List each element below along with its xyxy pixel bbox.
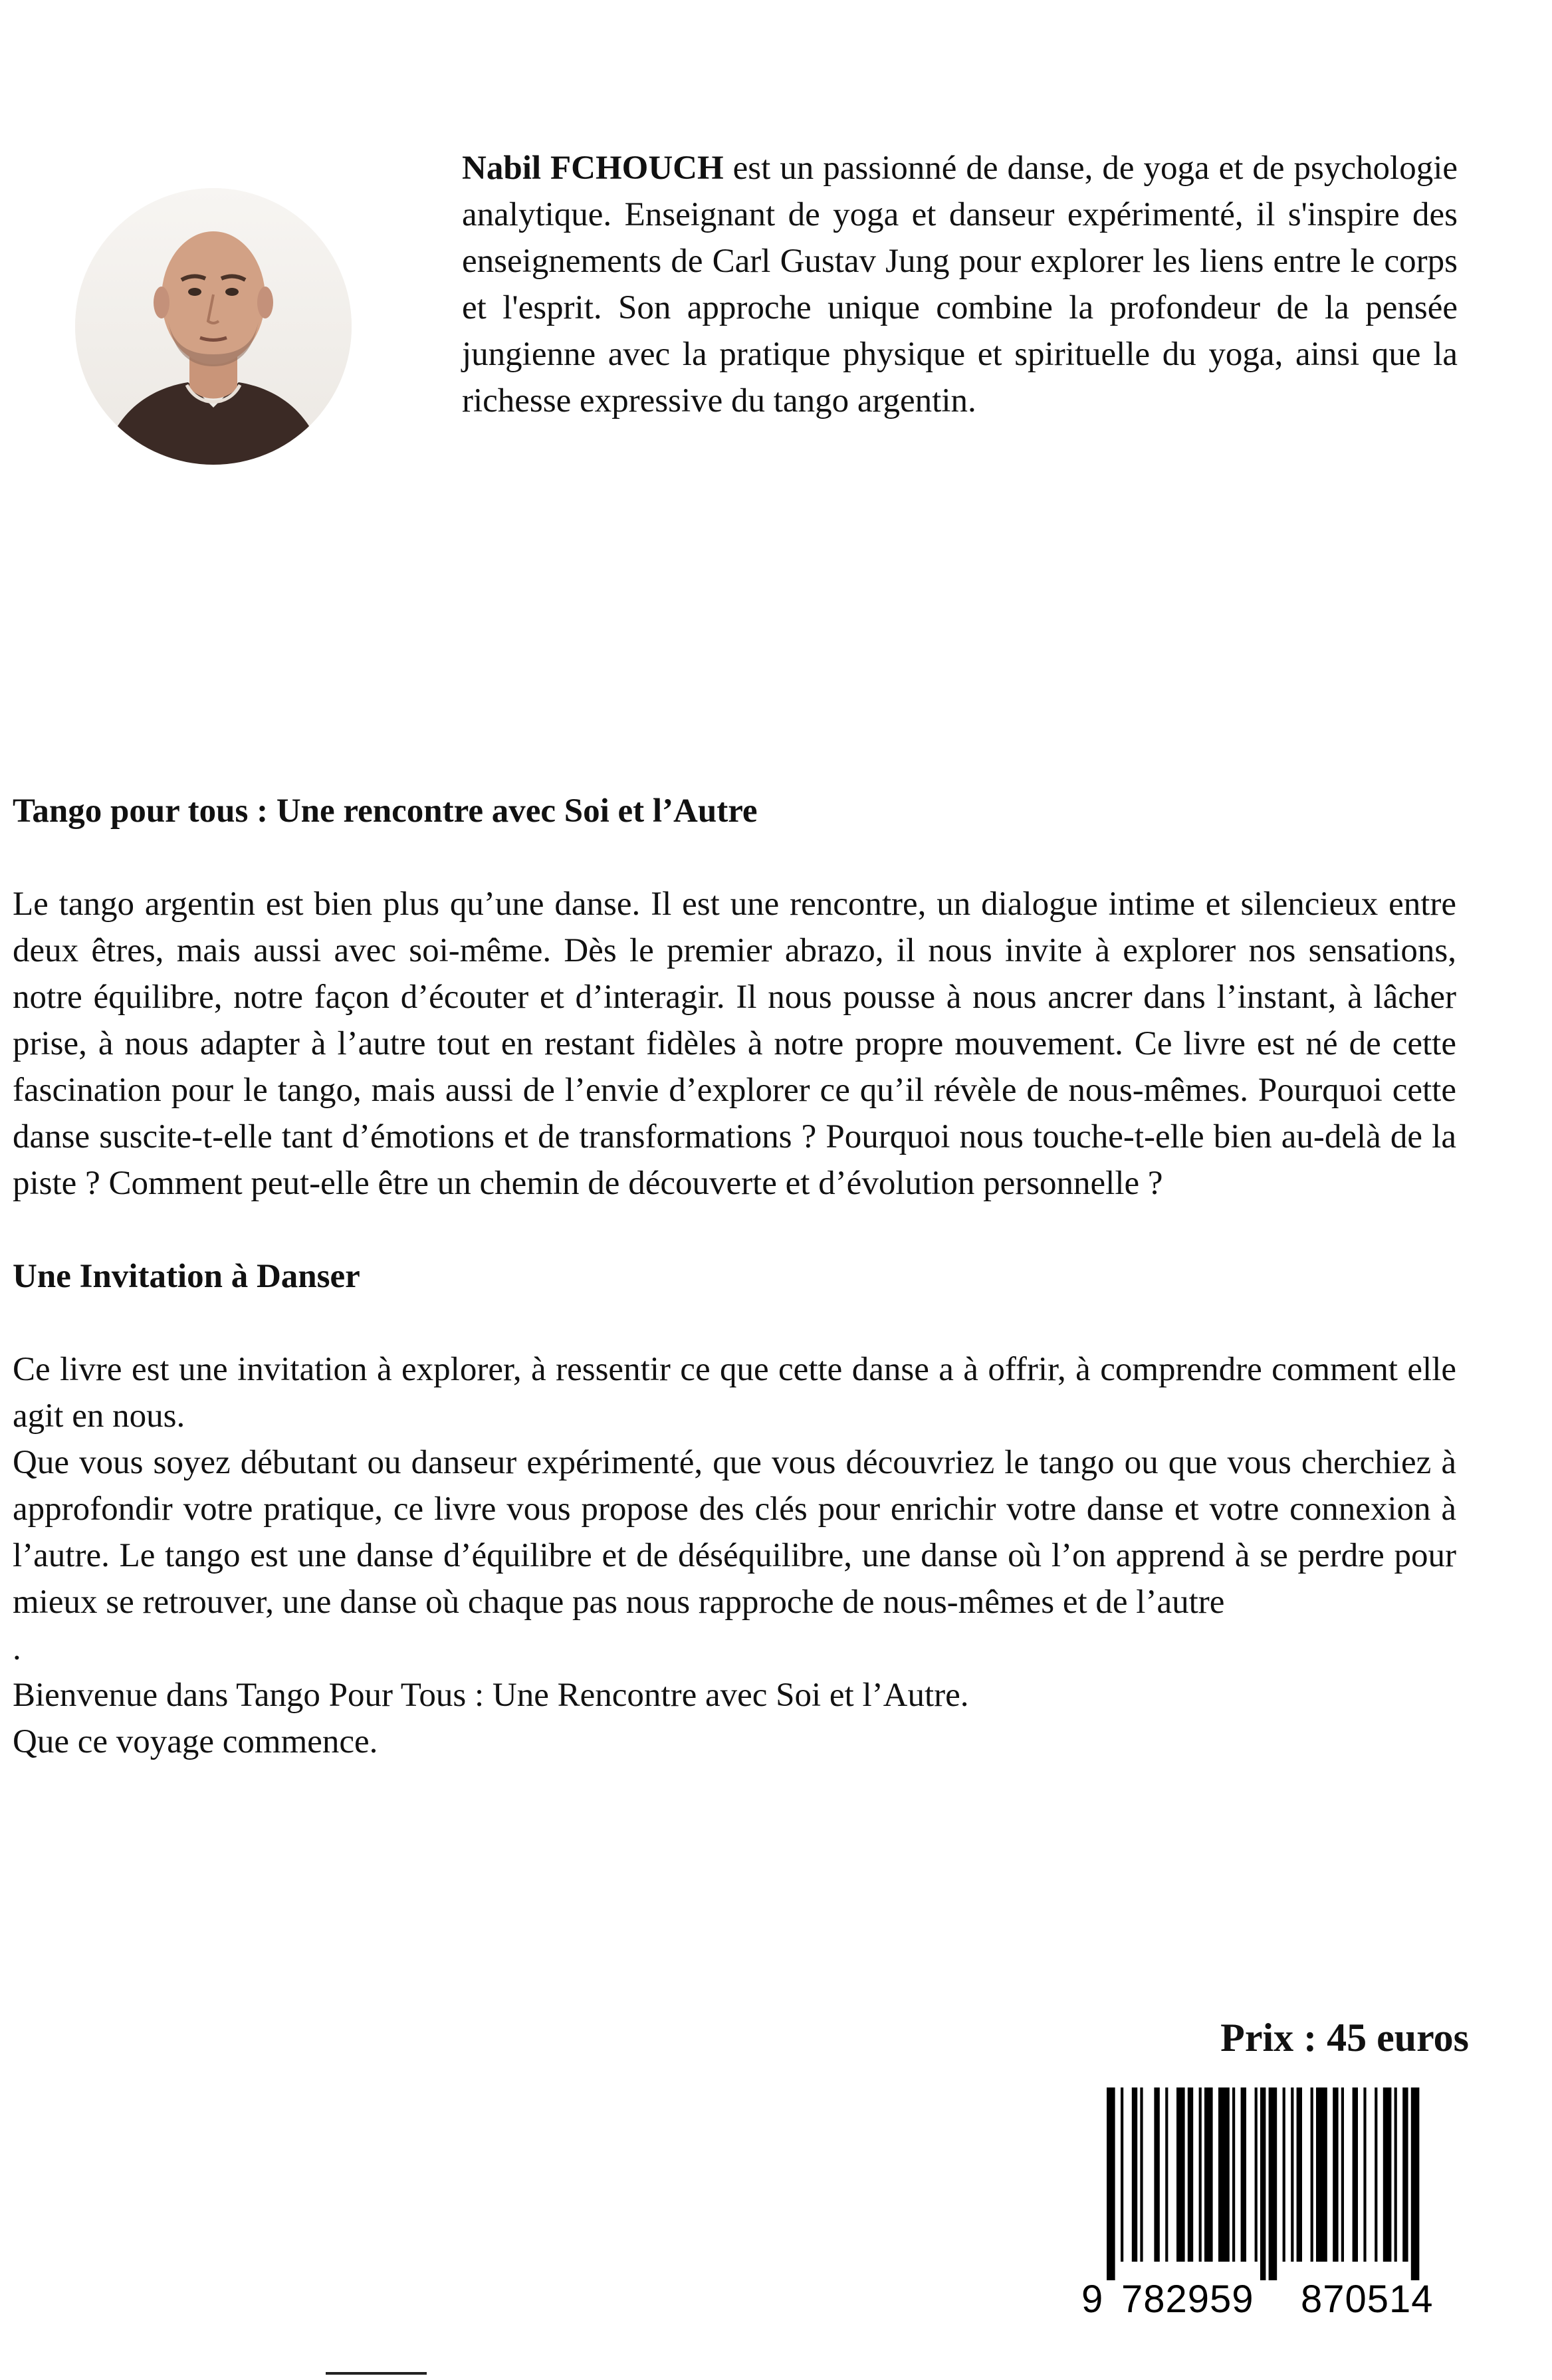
barcode-right-digits: 870514 bbox=[1301, 2278, 1434, 2321]
barcode-left-digits: 782959 bbox=[1121, 2278, 1254, 2321]
barcode-icon bbox=[1081, 2087, 1469, 2280]
section2-paragraph1: Ce livre est une invitation à explorer, à ressentir ce que cette danse a à offrir, à comprendre comment elle agit en nous. bbox=[13, 1351, 1456, 1435]
section2-paragraph2: Que vous soyez débutant ou danseur expérimenté, que vous découvriez le tango ou que vous cherchiez à approfondir votre pratique, ce livre vous propose des clés pour enrichir votre danse et votre connexion à l’autre. Le tango est une danse d’équilibre et de déséquilibre, une danse où l’on apprend à se perdre pour mieux se retrouver, une danse où chaque pas nous rapproche de nous-mêmes et de l’autre bbox=[13, 1444, 1456, 1621]
section1-heading: Tango pour tous : Une rencontre avec Soi et l’Autre bbox=[13, 792, 758, 830]
author-photo bbox=[75, 188, 352, 465]
barcode bbox=[1081, 2087, 1469, 2327]
section1-paragraph: Le tango argentin est bien plus qu’une danse. Il est une rencontre, un dialogue intime et silencieux entre deux êtres, mais aussi avec soi-même. Dès le premier abrazo, il nous invite à explorer nos sensations, notre équilibre, notre façon d’écouter et d’interagir. Il nous pousse à nous ancrer dans l’instant, à lâcher prise, à nous adapter à l’autre tout en restant fidèles à notre propre mouvement. Ce livre est né de cette fascination pour le tango, mais aussi de l’envie d’explorer ce qu’il révèle de nous-mêmes. Pourquoi cette danse suscite-t-elle tant d’émotions et de transformations ? Pourquoi nous touche-t-elle bien au-delà de la piste ? Comment peut-elle être un chemin de découverte et d’évolution personnelle ? bbox=[13, 886, 1456, 1202]
price-label: Prix : 45 euros bbox=[1220, 2016, 1469, 2060]
barcode-digits bbox=[1081, 2276, 1469, 2323]
section2-heading: Une Invitation à Danser bbox=[13, 1258, 360, 1295]
bottom-divider bbox=[326, 2372, 427, 2375]
main-text bbox=[13, 788, 1456, 1765]
author-portrait-icon bbox=[75, 188, 352, 465]
section2-closing: Que ce voyage commence. bbox=[13, 1723, 378, 1760]
author-name: Nabil FCHOUCH bbox=[462, 150, 724, 187]
section2-welcome: Bienvenue dans Tango Pour Tous : Une Rencontre avec Soi et l’Autre. bbox=[13, 1677, 969, 1714]
section2-dot: . bbox=[13, 1630, 21, 1667]
author-bio bbox=[462, 145, 1458, 424]
author-bio-text: est un passionné de danse, de yoga et de psychologie analytique. Enseignant de yoga et danseur expérimenté, il s'inspire des enseignements de Carl Gustav Jung pour explorer les liens entre le corps et l'esprit. Son approche unique combine la profondeur de la pensée jungienne avec la pratique physique et spirituelle du yoga, ainsi que la richesse expressive du tango argentin. bbox=[462, 150, 1458, 419]
barcode-first-digit: 9 bbox=[1081, 2278, 1103, 2321]
